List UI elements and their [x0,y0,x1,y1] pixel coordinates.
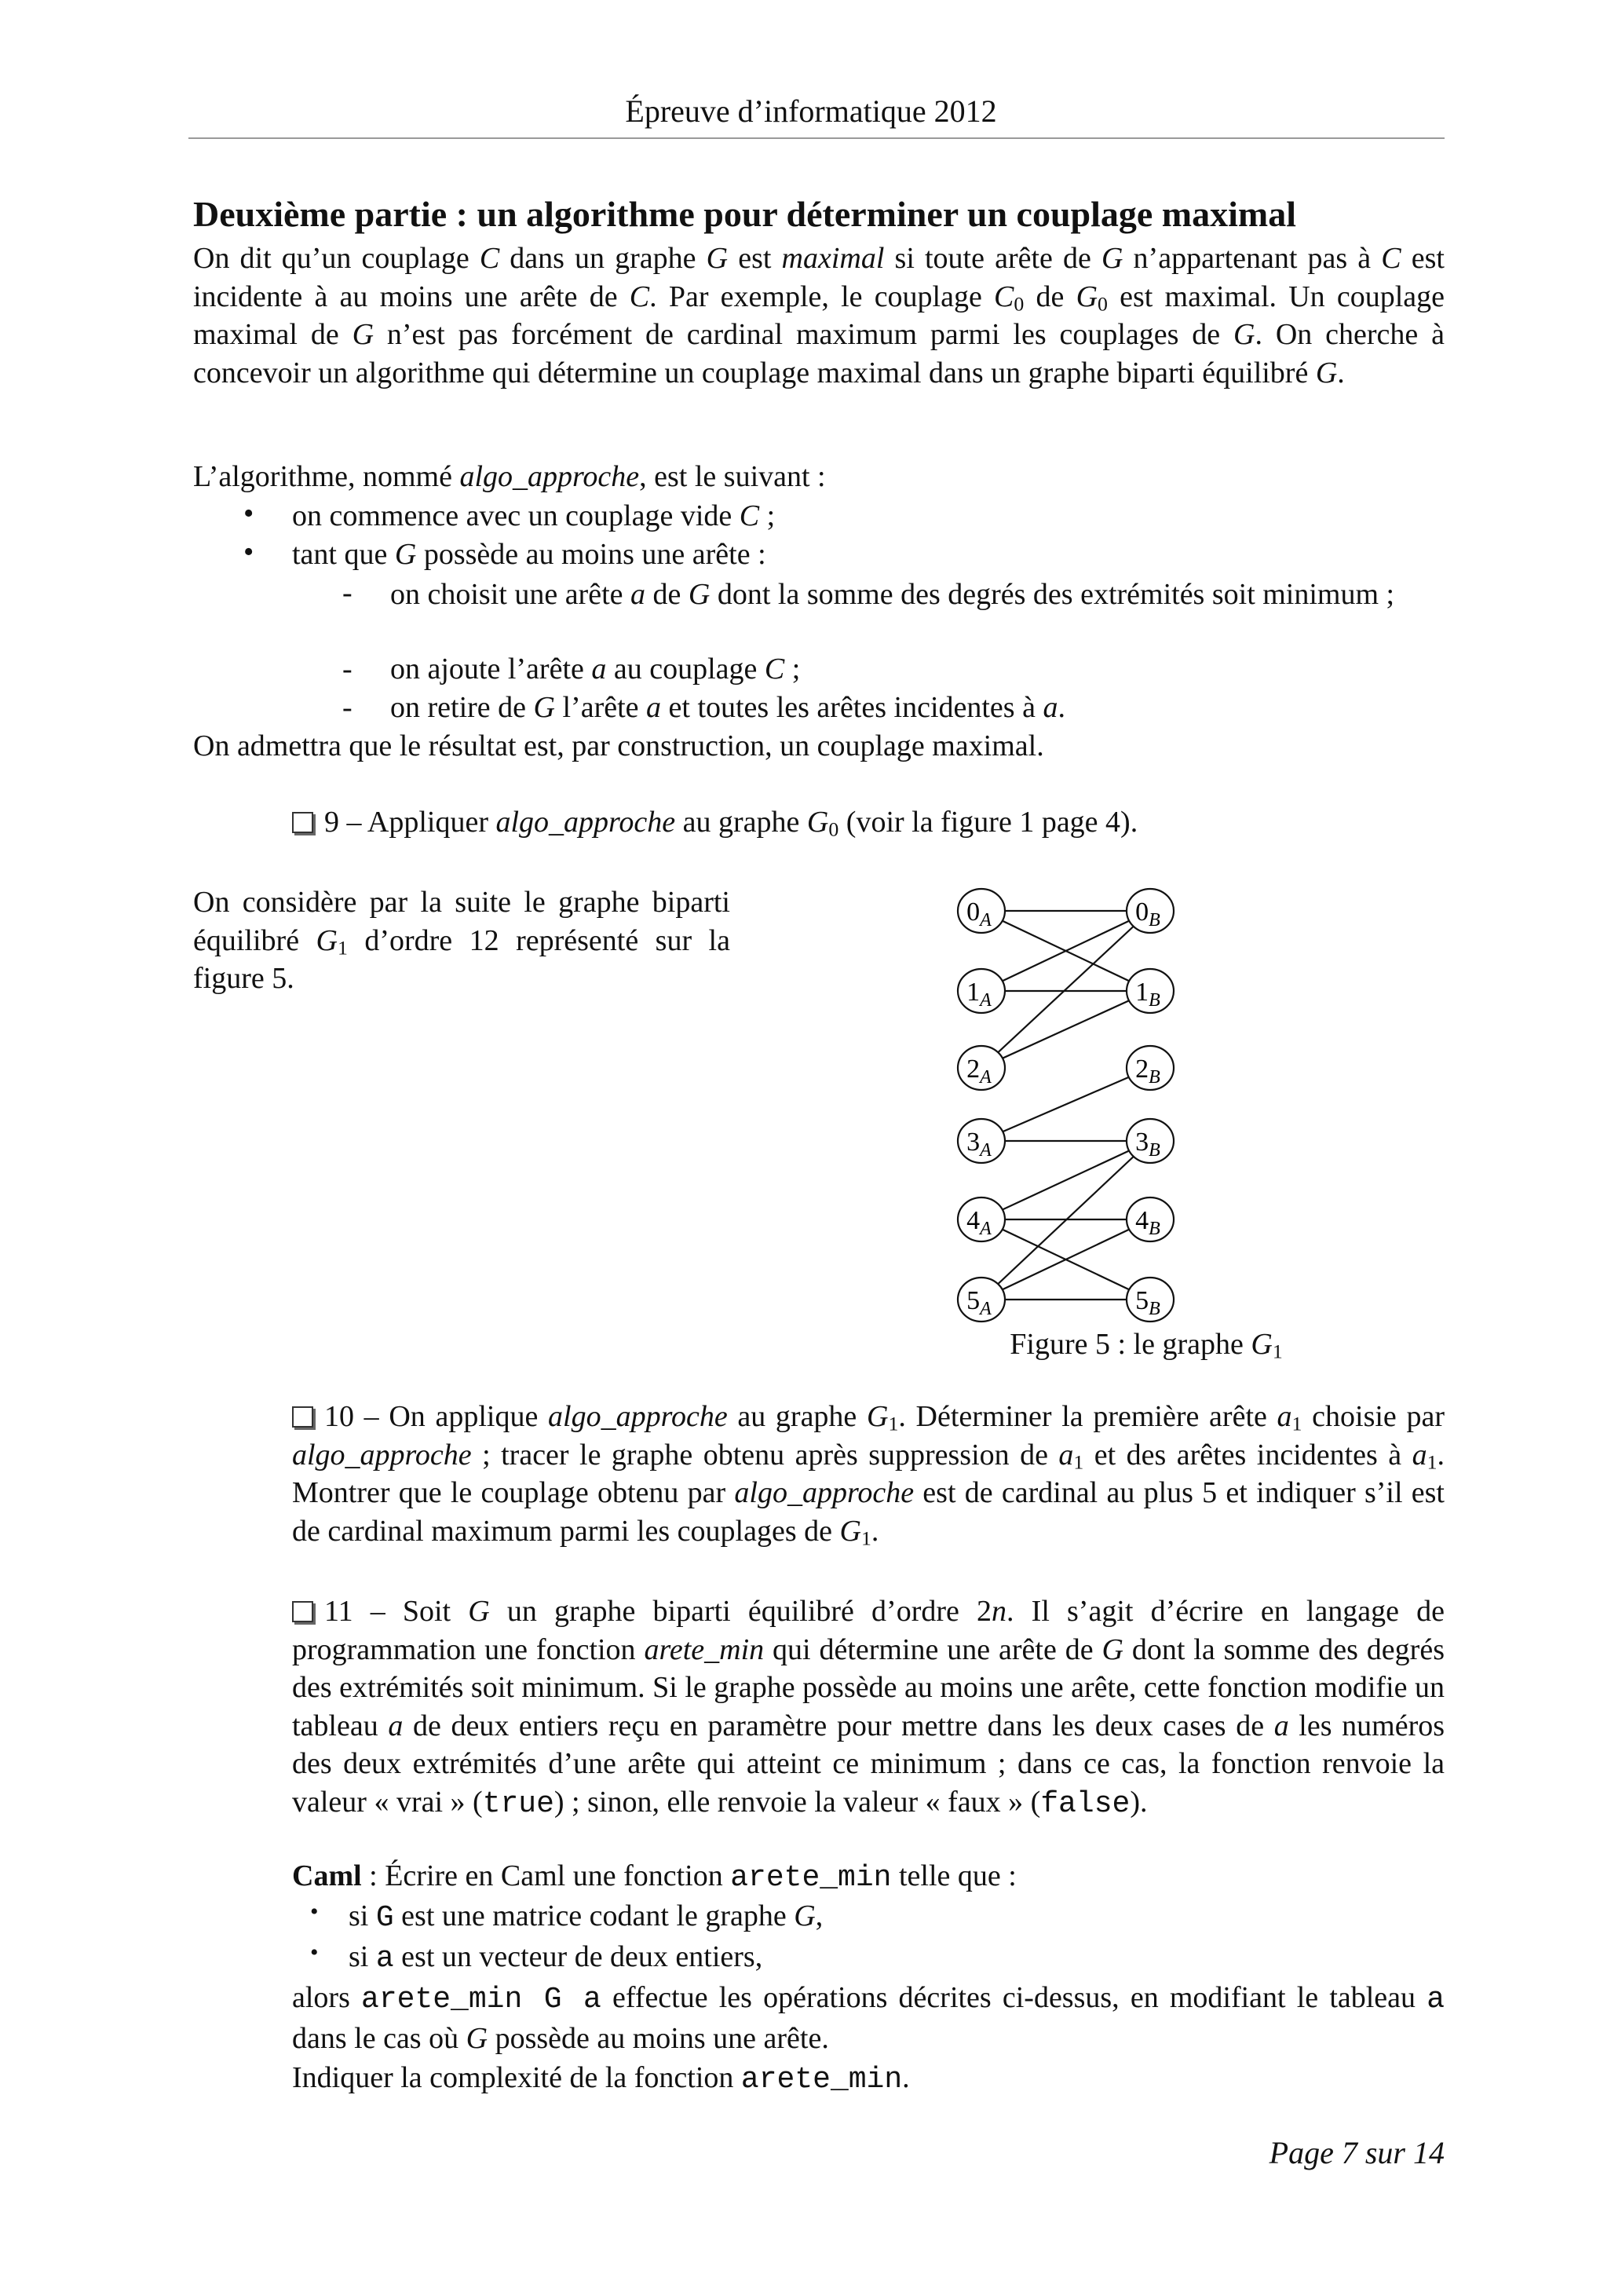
algo-step-2: tant que G possède au moins une arête : [292,538,766,571]
node-label: $0_A$ [966,898,992,930]
dash: - [342,576,353,609]
algo-substep-1: on choisit une arête a de G dont la somme des degrés des extrémités soit minimum ; [390,578,1395,611]
node-label: $5_A$ [966,1286,992,1319]
intro-paragraph: On dit qu’un couplage C dans un graphe G est maximal si toute arête de G n’appartenant pas à C est incidente à au moins une arête de C. Par exemple, le couplage $C_0$ de $G_0$ est maximal. Un couplage maximal de G n’est pas forcément de cardinal maximum parmi les couplages de G. On cherche à concevoir un algorithme qui détermine un couplage maximal dans un graphe biparti équilibré G. [193,242,1445,389]
node-label: $3_B$ [1135,1128,1160,1161]
bullet: • [310,1899,319,1925]
dash: - [342,653,353,686]
question-10: 10 – On applique algo_approche au graphe $G_1$. Déterminer la première arête $a_1$ choisie par algo_approche ; tracer le graphe obtenu après suppression de $a_1$ et des arêtes incidentes à $a_1$. Montrer que le couplage obtenu par algo_approche est de cardinal au plus 5 et indiquer s’il est de cardinal maximum parmi les couplages de $G_1$. [292,1400,1445,1550]
graph-edge-2A-0B [981,911,1150,1068]
bullet: • [243,536,254,569]
graph-figure [926,872,1193,1327]
section-title: Deuxième partie : un algorithme pour déterminer un couplage maximal [193,194,1296,234]
algo-conclusion: On admettra que le résultat est, par construction, un couplage maximal. [193,729,1044,762]
bullet: • [310,1940,319,1965]
page-header: Épreuve d’informatique 2012 [625,93,997,129]
node-label: $2_B$ [1135,1055,1160,1088]
node-label: $1_A$ [966,978,992,1011]
caml-instruction: Caml : Écrire en Caml une fonction arete_min telle que : [292,1859,1017,1895]
caml-condition-1: si G est une matrice codant le graphe G, [349,1899,824,1935]
graph-node-1A [958,969,1005,1013]
checkbox-icon [292,1601,313,1622]
node-label: $4_B$ [1135,1206,1160,1239]
graph-description: On considère par la suite le graphe biparti équilibré $G_1$ d’ordre 12 représenté sur la figure 5. [193,886,730,995]
algo-substep-2: on ajoute l’arête a au couplage C ; [390,653,801,686]
algo-step-1: on commence avec un couplage vide C ; [292,499,776,532]
page-number: Page 7 sur 14 [1269,2135,1445,2170]
checkbox-icon [292,812,313,833]
node-label: $5_B$ [1135,1286,1160,1319]
caml-effect: alors arete_min G a effectue les opérations décrites ci-dessus, en modifiant le tableau a dans le cas où G possède au moins une arête. [292,1981,1445,2055]
node-label: $1_B$ [1135,978,1160,1011]
graph-node-2A [958,1046,1005,1090]
graph-node-4B [1127,1197,1174,1241]
caml-condition-2: si a est un vecteur de deux entiers, [349,1940,763,1976]
graph-node-0B [1127,889,1174,933]
node-label: $2_A$ [966,1055,992,1088]
node-label: $4_A$ [966,1206,992,1239]
checkbox-icon [292,1406,313,1428]
dash: - [342,691,353,724]
graph-node-1B [1127,969,1174,1013]
header-rule [188,137,1445,139]
question-9: 9 – Appliquer algo_approche au graphe $G_0$ (voir la figure 1 page 4). [292,805,1138,839]
figure-caption: Figure 5 : le graphe $G_1$ [1010,1328,1283,1363]
node-label: $0_B$ [1135,898,1160,930]
graph-node-2B [1127,1046,1174,1090]
graph-node-0A [958,889,1005,933]
graph-node-3A [958,1119,1005,1163]
algo-intro: L’algorithme, nommé algo_approche, est le suivant : [193,460,826,493]
node-label: $3_A$ [966,1128,992,1161]
graph-node-3B [1127,1119,1174,1163]
algo-substep-3: on retire de G l’arête a et toutes les arêtes incidentes à a. [390,691,1065,724]
graph-edge-3A-2B [981,1068,1150,1141]
graph-edge-4A-3B [981,1141,1150,1219]
graph-edge-2A-1B [981,991,1150,1068]
graph-node-4A [958,1197,1005,1241]
question-11: 11 – Soit G un graphe biparti équilibré d’ordre 2n. Il s’agit d’écrire en langage de programmation une fonction arete_min qui détermine une arête de G dont la somme des degrés des extrémités soit minimum. Si le graphe possède au moins une arête, cette fonction modifie un tableau a de deux entiers reçu en paramètre pour mettre dans les deux cases de a les numéros des deux extrémités d’une arête qui atteint ce minimum ; dans ce cas, la fonction renvoie la valeur « vrai » (true) ; sinon, elle renvoie la valeur « faux » (false). [292,1595,1445,1821]
bullet: • [243,497,254,530]
graph-node-5A [958,1278,1005,1322]
graph-node-5B [1127,1278,1174,1322]
complexity-question: Indiquer la complexité de la fonction arete_min. [292,2061,910,2097]
